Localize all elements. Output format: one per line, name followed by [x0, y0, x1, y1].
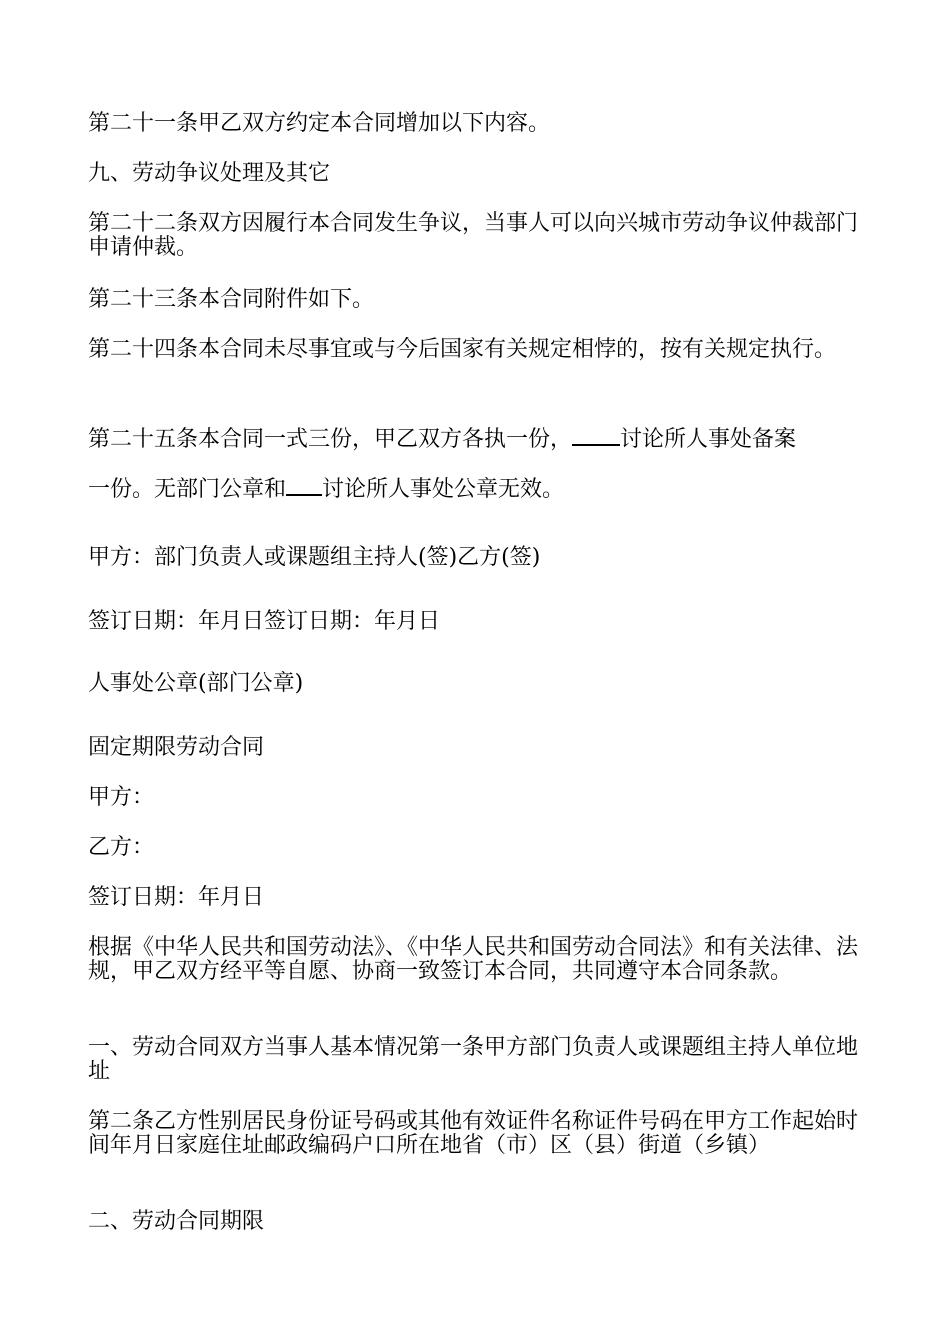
section-1-heading: 一、劳动合同双方当事人基本情况第一条甲方部门负责人或课题组主持人单位地址: [88, 1035, 859, 1084]
clause-22: 第二十二条双方因履行本合同发生争议，当事人可以向兴城市劳动争议仲裁部门申请仲裁。: [88, 211, 859, 260]
clause-23: 第二十三条本合同附件如下。: [88, 287, 375, 312]
signature-party-line: 甲方：部门负责人或课题组主持人(签)乙方(签): [88, 545, 541, 570]
clause-25-line-1-text-a: 第二十五条本合同一式三份，甲乙双方各执一份，: [88, 427, 573, 452]
party-a-label: 甲方：: [88, 785, 155, 810]
clause-25-line-2-text-b: 讨论所人事处公章无效。: [322, 477, 565, 502]
section-2-heading: 二、劳动合同期限: [88, 1209, 265, 1234]
blank-underline: [286, 474, 322, 496]
clause-25-line-2: [88, 474, 866, 502]
contract-preamble: 根据《中华人民共和国劳动法》、《中华人民共和国劳动合同法》和有关法律、法规，甲乙双方经平等自愿、协商一致签订本合同，共同遵守本合同条款。: [88, 935, 859, 984]
clause-25-line-1-text-b: 讨论所人事处备案: [620, 427, 797, 452]
section-9-heading: 九、劳动争议处理及其它: [88, 161, 331, 186]
clause-24: 第二十四条本合同未尽事宜或与今后国家有关规定相悖的，按有关规定执行。: [88, 337, 837, 362]
clause-25-line-2-text-a: 一份。无部门公章和: [88, 477, 287, 502]
contract-title: 固定期限劳动合同: [88, 735, 265, 760]
seal-line: 人事处公章(部门公章): [88, 671, 304, 696]
clause-2: 第二条乙方性别居民身份证号码或其他有效证件名称证件号码在甲方工作起始时间年月日家庭住址邮政编码户口所在地省（市）区（县）街道（乡镇）: [88, 1109, 859, 1158]
clause-21: 第二十一条甲乙双方约定本合同增加以下内容。: [88, 111, 551, 136]
blank-underline: [572, 424, 620, 446]
contract-sign-date: 签订日期：年月日: [88, 885, 265, 910]
document-page: [88, 0, 866, 1344]
party-b-label: 乙方：: [88, 835, 155, 860]
clause-25-line-1: [88, 424, 866, 452]
signature-date-line: 签订日期：年月日签订日期：年月日: [88, 609, 441, 634]
